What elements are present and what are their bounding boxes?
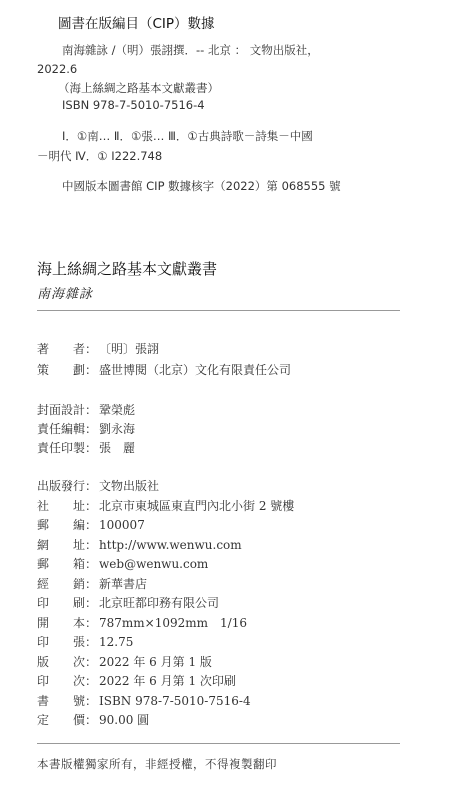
- publication-info-value: http://www.wenwu.com: [99, 537, 242, 552]
- credit-label: 策 劃：: [37, 363, 98, 377]
- publication-info-value: 787mm×1092mm 1/16: [99, 615, 247, 630]
- cip-line-title: 南海雜詠 /（明）張詡撰．-- 北京 ： 文物出版社，: [62, 43, 319, 57]
- publication-info-row: [37, 478, 159, 494]
- publication-info-value: web@wenwu.com: [99, 557, 209, 571]
- staff-credit-row: [37, 402, 135, 418]
- staff-credit-value: 劉永海: [99, 422, 136, 436]
- staff-credit-row: [37, 421, 135, 437]
- publication-info-value: 90.00 圓: [99, 713, 150, 727]
- publication-info-row: [37, 517, 145, 533]
- publication-info-label: 郵 箱：: [37, 557, 98, 571]
- publication-info-row: [37, 615, 247, 631]
- publication-info-label: 印 張：: [37, 635, 98, 649]
- credit-label: 著 者：: [37, 342, 98, 356]
- publication-info-label: 社 址：: [37, 498, 98, 513]
- publication-info-row: [37, 576, 147, 592]
- cip-line-isbn: ISBN 978-7-5010-7516-4: [62, 98, 205, 112]
- publication-info-label: 印 次：: [37, 674, 98, 688]
- staff-credit-label: 責任編輯：: [37, 422, 98, 436]
- divider-bottom: [37, 743, 400, 744]
- cip-line-record-number: 中國版本圖書館 CIP 數據核字（2022）第 068555 號: [62, 179, 341, 193]
- publication-info-row: [37, 556, 208, 572]
- publication-info-label: 定 價：: [37, 713, 98, 727]
- credit-value: 〔明〕張詡: [99, 342, 160, 356]
- cip-line-series: （海上絲綢之路基本文獻叢書）: [58, 81, 219, 95]
- publication-info-value: 新華書店: [99, 576, 148, 591]
- publication-info-label: 郵 編：: [37, 518, 98, 532]
- cip-line-classification-cont: －明代 Ⅳ．① I222.748: [37, 149, 163, 163]
- publication-info-label: 經 銷：: [37, 576, 98, 591]
- publication-info-row: [37, 537, 242, 553]
- publication-info-label: 書 號：: [37, 693, 98, 708]
- publication-info-value: 2022 年 6 月第 1 次印刷: [99, 674, 236, 688]
- publication-info-row: [37, 673, 236, 689]
- series-title: 海上絲綢之路基本文獻叢書: [37, 260, 218, 278]
- book-title: 南海雜詠: [37, 287, 94, 302]
- publication-info-label: 印 刷：: [37, 596, 98, 610]
- cip-line-classification: Ⅰ．①南… Ⅱ．①張… Ⅲ．①古典詩歌－詩集－中國: [62, 129, 313, 143]
- publication-info-row: [37, 693, 251, 709]
- copyright-notice: 本書版權獨家所有，非經授權，不得複製翻印: [37, 757, 277, 771]
- publication-info-label: 開 本：: [37, 615, 98, 630]
- cip-line-date: 2022.6: [37, 62, 78, 76]
- credit-row: [37, 362, 291, 378]
- publication-info-value: 12.75: [99, 635, 134, 649]
- publication-info-row: [37, 654, 212, 670]
- publication-info-value: 文物出版社: [99, 479, 160, 493]
- divider-top: [37, 310, 400, 311]
- staff-credit-value: 張 麗: [99, 441, 136, 455]
- credit-value: 盛世博閱（北京）文化有限責任公司: [99, 363, 292, 377]
- publication-info-row: [37, 634, 133, 650]
- publication-info-value: 100007: [99, 518, 145, 532]
- staff-credit-label: 責任印製：: [37, 441, 98, 455]
- staff-credit-row: [37, 440, 135, 456]
- publication-info-value: ISBN 978-7-5010-7516-4: [99, 693, 251, 708]
- staff-credit-value: 鞏榮彪: [99, 403, 136, 417]
- publication-info-label: 網 址：: [37, 537, 98, 552]
- cip-header: 圖書在版編目（CIP）數據: [58, 16, 215, 32]
- credit-row: [37, 341, 159, 357]
- staff-credit-label: 封面設計：: [37, 403, 98, 417]
- publication-info-row: [37, 595, 219, 611]
- publication-info-row: [37, 498, 294, 514]
- publication-info-row: [37, 712, 149, 728]
- publication-info-value: 2022 年 6 月第 1 版: [99, 654, 212, 669]
- publication-info-label: 版 次：: [37, 654, 98, 669]
- publication-info-value: 北京旺都印務有限公司: [99, 596, 220, 610]
- publication-info-value: 北京市東城區東直門內北小街 2 號樓: [99, 498, 295, 513]
- publication-info-label: 出版發行：: [37, 479, 98, 493]
